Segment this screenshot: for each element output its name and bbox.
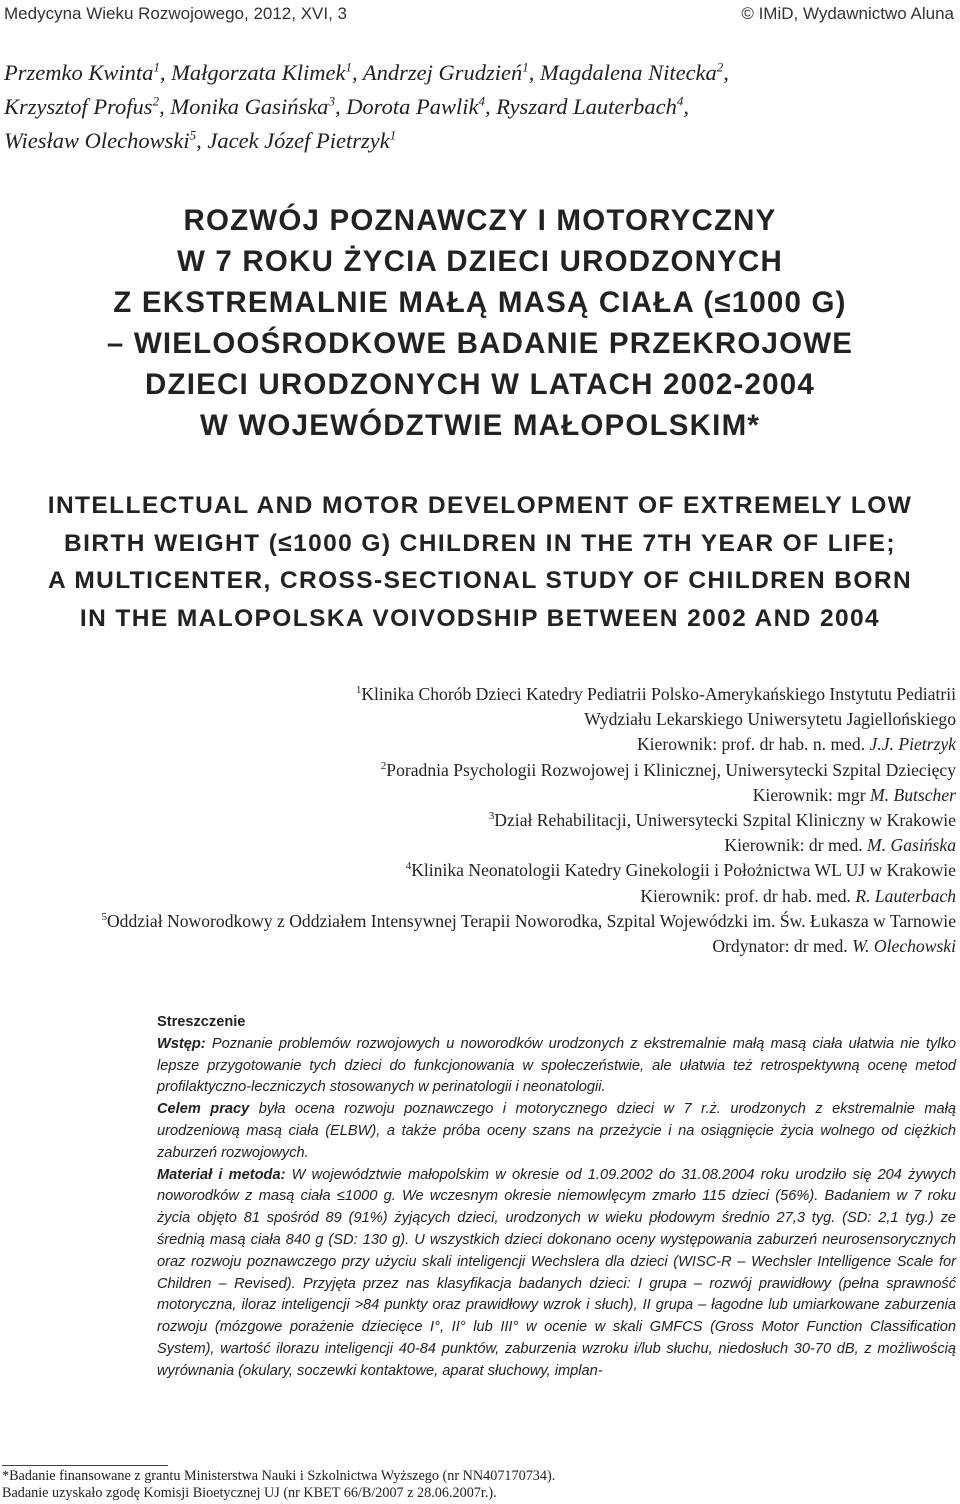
affiliation-marker: 3	[328, 93, 335, 109]
author-line	[4, 124, 950, 158]
footnote-funding: *Badanie finansowane z grantu Ministerstwa Nauki i Szkolnictwa Wyższego (nr NN407170734).	[2, 1468, 556, 1484]
footnote-divider	[2, 1465, 168, 1466]
affiliation-marker: 1	[522, 59, 529, 75]
author-line	[4, 56, 950, 90]
title-line: BIRTH WEIGHT (≤1000 G) CHILDREN IN THE 7TH YEAR OF LIFE;	[64, 529, 896, 557]
head-title: Kierownik: prof. dr hab. n. med.	[636, 734, 870, 755]
affiliation-marker: 1	[153, 59, 160, 75]
affiliation-text: Klinika Chorób Dzieci Katedry Pediatrii Polsko-Amerykańskiego Instytutu Pediatrii	[361, 684, 956, 704]
affiliation-marker: 1	[389, 127, 397, 143]
affiliation-4-line	[0, 858, 956, 883]
abstract-introduction	[157, 1034, 956, 1099]
abstract-methods	[157, 1165, 956, 1383]
title-english	[0, 487, 960, 637]
affiliation-marker: 4	[676, 93, 684, 109]
footnotes	[2, 1468, 956, 1502]
affiliation-2-head	[0, 783, 956, 808]
affiliation-marker: 2	[716, 59, 724, 75]
affiliation-marker: 1	[345, 59, 352, 75]
section-text: Poznanie problemów rozwojowych u noworodków urodzonych z ekstremalnie małą masą ciała ułatwia nie tylko lepsze przygotowanie tych dzieci do funkcjonowania w społeczeństwie, ale ułatwia też retrospektywną ocenę metod profilaktyczno-leczniczych stosowanych w perinatologii i neonatologii.	[157, 1035, 956, 1096]
author-name: Jacek Józef Pietrzyk	[207, 128, 390, 153]
affiliation-marker: 5	[189, 127, 197, 143]
affiliation-marker: 4	[478, 93, 485, 109]
title-line: W 7 ROKU ŻYCIA DZIECI URODZONYCH	[176, 245, 783, 278]
title-line: – WIELOOŚRODKOWE BADANIE PRZEKROJOWE	[106, 327, 854, 360]
author-separator: ,	[334, 94, 347, 119]
affiliation-marker: 2	[152, 93, 160, 109]
author-name: Ryszard Lauterbach	[496, 94, 677, 119]
head-title: Kierownik: dr med.	[724, 835, 868, 856]
running-header	[4, 4, 954, 24]
title-line: INTELLECTUAL AND MOTOR DEVELOPMENT OF EXTREMELY LOW	[47, 492, 913, 519]
section-text: była ocena rozwoju poznawczego i motorycznego dzieci w 7 r.ż. urodzonych z ekstremalnie małą urodzeniową masą ciała (ELBW), a także próba oceny szans na przeżycie i na osiągnięcie życia wolnego od ciężkich zaburzeń rozwojowych.	[157, 1101, 956, 1161]
affiliation-4-head	[0, 884, 956, 909]
affiliation-number: 1	[355, 684, 362, 697]
abstract-heading: Streszczenie	[157, 1014, 246, 1030]
title-line: ROZWÓJ POZNAWCZY I MOTORYCZNY	[183, 204, 777, 237]
title-line: Z EKSTREMALNIE MAŁĄ MASĄ CIAŁA (≤1000 G)	[113, 286, 847, 319]
affiliation-text: Dział Rehabilitacji, Uniwersytecki Szpital Kliniczny w Krakowie	[494, 810, 956, 831]
head-name: J.J. Pietrzyk	[869, 734, 956, 755]
affiliation-text: Poradnia Psychologii Rozwojowej i Klinicznej, Uniwersytecki Szpital Dziecięcy	[386, 759, 956, 780]
author-name: Dorota Pawlik	[346, 94, 479, 119]
author-separator: ,	[484, 94, 497, 119]
author-list	[4, 56, 950, 158]
affiliation-text: Oddział Noworodkowy z Oddziałem Intensywnej Terapii Noworodka, Szpital Wojewódzki im. Św. Łukasza w Tarnowie	[106, 910, 956, 931]
affiliation-number: 3	[488, 810, 495, 823]
title-line: A MULTICENTER, CROSS-SECTIONAL STUDY OF CHILDREN BORN	[47, 567, 913, 594]
publisher-copyright: © IMiD, Wydawnictwo Aluna	[741, 4, 954, 23]
affiliation-5-line	[0, 909, 956, 934]
affiliation-1-head	[0, 732, 956, 757]
title-line: W WOJEWÓDZTWIE MAŁOPOLSKIM*	[199, 409, 761, 442]
author-name: Krzysztof Profus	[4, 94, 153, 119]
journal-citation: Medycyna Wieku Rozwojowego, 2012, XVI, 3	[4, 4, 348, 23]
abstract	[157, 1012, 956, 1383]
affiliation-number: 2	[380, 759, 387, 772]
section-label: Materiał i metoda:	[157, 1166, 286, 1183]
head-title: Kierownik: prof. dr hab. med.	[640, 885, 856, 906]
section-label: Wstęp:	[157, 1035, 206, 1052]
head-name: M. Butscher	[870, 784, 956, 805]
author-line	[4, 90, 950, 124]
author-name: Magdalena Nitecka	[539, 60, 717, 85]
head-title: Kierownik: mgr	[752, 784, 870, 805]
head-title: Ordynator: dr med.	[712, 936, 853, 957]
abstract-aim	[157, 1099, 956, 1164]
author-name: Andrzej Grudzień	[362, 60, 523, 85]
head-name: W. Olechowski	[852, 936, 956, 957]
title-polish	[0, 200, 960, 446]
author-name: Wiesław Olechowski	[4, 128, 190, 153]
author-separator: ,	[159, 60, 172, 85]
affiliation-3-line	[0, 808, 956, 833]
author-separator: ,	[159, 94, 171, 119]
affiliation-number: 4	[405, 860, 412, 873]
title-line: DZIECI URODZONYCH W LATACH 2002-2004	[145, 368, 815, 401]
footnote-ethics: Badanie uzyskało zgodę Komisji Bioetycznej UJ (nr KBET 66/B/2007 z 28.06.2007r.).	[2, 1485, 497, 1501]
affiliations	[0, 682, 956, 959]
affiliation-2-line	[0, 758, 956, 783]
affiliation-3-head	[0, 833, 956, 858]
author-name: Małgorzata Klimek	[171, 60, 346, 85]
affiliation-1-line	[0, 682, 956, 707]
title-line: IN THE MALOPOLSKA VOIVODSHIP BETWEEN 2002 AND 2004	[79, 604, 881, 632]
author-name: Monika Gasińska	[170, 94, 329, 119]
author-separator: ,	[352, 60, 363, 85]
author-separator: ,	[683, 94, 689, 119]
author-separator: ,	[723, 60, 729, 85]
section-label: Celem pracy	[157, 1101, 250, 1118]
head-name: R. Lauterbach	[855, 885, 956, 906]
author-separator: ,	[528, 60, 540, 85]
head-name: M. Gasińska	[867, 835, 956, 856]
section-text: W województwie małopolskim w okresie od 1.09.2002 do 31.08.2004 roku urodziło się 204 żywych noworodków z masą ciała ≤1000 g. We wczesnym okresie niemowlęcym zmarło 115 dzieci (56%). Badaniem w 7 roku życia objęto 81 spośród 89 (91%) żyjących dzieci, urodzonych w wieku płodowym średnio 27,3 tyg. (SD: 2,1 tyg.) ze średnią masą ciała 840 g (SD: 130 g). U wszystkich dzieci dokonano oceny występowania zaburzeń neurosensorycznych oraz rozwoju poznawczego przy użyciu skali inteligencji Wechslera dla dzieci (WISC-R – Wechsler Intelligence Scale for Children – Revised). Przyjęta przez nas klasyfikacja badanych dzieci: I grupa – rozwój prawidłowy (pełna sprawność motoryczna, iloraz inteligencji >84 punkty oraz prawidłowy wzrok i słuch), II grupa – łagodne lub umiarkowane zaburzenia rozwoju (mózgowe porażenie dziecięce I°, II° lub III° w ocenie w skali GMFCS (Gross Motor Function Classification System), wartość ilorazu inteligencji 40-84 punktów, zaburzenia wzroku i/lub słuchu, niedosłuch 30-70 dB, z możliwością wyrównania (okulary, soczewki kontaktowe, aparat słuchowy, implan-	[157, 1166, 956, 1379]
author-separator: ,	[196, 128, 208, 153]
affiliation-number: 5	[101, 910, 107, 923]
affiliation-5-head	[0, 934, 956, 959]
affiliation-text: Klinika Neonatologii Katedry Ginekologii i Położnictwa WL UJ w Krakowie	[411, 860, 956, 881]
affiliation-1-line: Wydziału Lekarskiego Uniwersytetu Jagiellońskiego	[584, 709, 956, 730]
author-name: Przemko Kwinta	[4, 60, 154, 85]
